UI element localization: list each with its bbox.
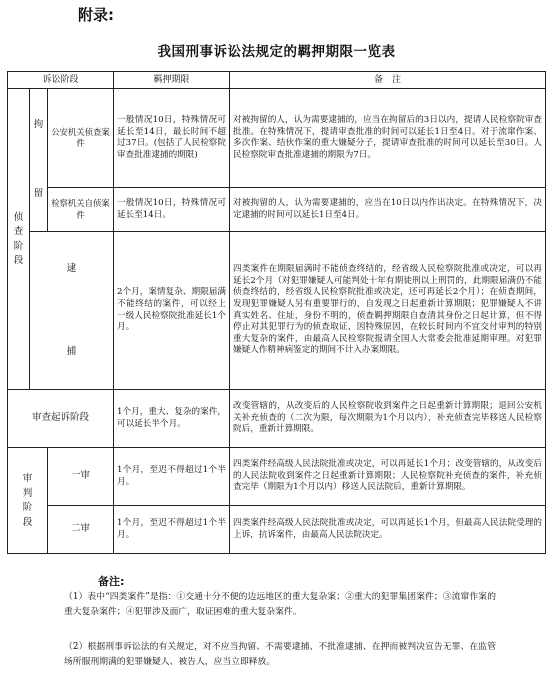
header-period: 羁押期限 (114, 72, 230, 89)
table-row (8, 188, 546, 232)
table-row (8, 506, 546, 554)
first-instance-label: 一审 (48, 448, 114, 506)
prosecution-stage-label: 审查起诉阶段 (8, 390, 114, 448)
procuratorate-case-period: 一般情况10日，特殊情况可延长至14日。 (114, 188, 230, 232)
second-instance-remarks: 四类案件经高级人民法院批准或决定，可以再延长1个月，但最高人民法院受理的上诉，抗诉案件，由最高人民法院决定。 (230, 506, 546, 554)
arrest-char: 捕 (66, 345, 77, 357)
detention-char: 留 (33, 188, 44, 200)
detention-label (30, 89, 48, 232)
first-instance-period: 1个月，至迟不得超过1个半月。 (114, 448, 230, 506)
second-instance-period: 1个月，至迟不得超过1个半月。 (114, 506, 230, 554)
police-case-period: 一般情况10日，特殊情况可延长至14日，最长时间不超过37日。(包括了人民检察院审查批准逮捕的期限) (114, 89, 230, 188)
stage-char: 阶 (22, 502, 33, 514)
arrest-period: 2个月，案情复杂、期限届满不能终结的案件，可以经上一级人民检察院批准延长1个月。 (114, 232, 230, 390)
arrest-char: 逮 (66, 262, 77, 274)
stage-char: 段 (13, 255, 24, 267)
notes-title: 备注: (98, 575, 125, 588)
stage-char: 侦 (13, 211, 24, 223)
procuratorate-case-label: 检察机关自侦案件 (48, 188, 114, 232)
note-item: （1）表中“四类案件”是指：①交通十分不便的边远地区的重大复杂案；②重大的犯罪集团案件；③流窜作案的重大复杂案件；④犯罪涉及面广，取证困难的重大复杂案件。 (64, 592, 496, 617)
table-row (8, 89, 546, 188)
stage-char: 判 (22, 487, 33, 499)
page-title: 我国刑事诉讼法规定的羁押期限一览表 (157, 44, 396, 60)
table-header-row (8, 72, 546, 89)
prosecution-period: 1个月，重大、复杂的案件，可以延长半个月。 (114, 390, 230, 448)
arrest-remarks: 四类案件在期限届满时不能侦查终结的，经省级人民检察院批准或决定，可以再延长2个月（对犯罪嫌疑人可能判处十年有期徒刑以上刑罚的，此期限届满仍不能侦查终结的，经省级人民检察院批准或决定，还可再延长2个月）；在侦查期间，发现犯罪嫌疑人另有重要罪行的，自发现之日起重新计算期限；犯罪嫌疑人不讲真实姓名、住址，身份不明的，侦查羁押期限自查清其身份之日起计算，但不得停止对其犯罪行为的侦查取证，因特殊原因，在较长时间内不宜交付审判的特别重大复杂的案件，由最高人民检察院报请全国人大常委会批准延期审理。对犯罪嫌疑人作精神病鉴定的期间不计入办案期限。 (230, 232, 546, 390)
stage-char: 审 (22, 473, 33, 485)
appendix-label: 附录: (78, 6, 114, 24)
second-instance-label: 二审 (48, 506, 114, 554)
procuratorate-case-remarks: 对被拘留的人，认为需要逮捕的，应当在10日以内作出决定。在特殊情况下，决定逮捕的时间可以延长1日至4日。 (230, 188, 546, 232)
stage-char: 查 (13, 226, 24, 238)
police-case-label: 公安机关侦查案件 (48, 89, 114, 188)
detention-char: 拘 (33, 119, 44, 131)
prosecution-remarks: 改变管辖的，从改变后的人民检察院收到案件之日起重新计算期限；退回公安机关补充侦查的（二次为限，每次期限为1个月以内），补充侦查完毕移送人民检察院后，重新计算期限。 (230, 390, 546, 448)
table-row (8, 448, 546, 506)
table-row (8, 232, 546, 390)
stage-investigation-label (8, 89, 30, 390)
note-item: （2）根据刑事诉讼法的有关规定，对不应当拘留、不需要逮捕、不批准逮捕、在押而被判决宣告无罪、在监管场所服刑期满的犯罪嫌疑人、被告人，应当立即释放。 (64, 642, 496, 667)
arrest-label (30, 232, 114, 390)
police-case-remarks: 对被拘留的人，认为需要逮捕的，应当在拘留后的3日以内，提请人民检察院审查批准。在特殊情况下，提请审查批准的时间可以延长1日至4日。对于流窜作案、多次作案、结伙作案的重大嫌疑分子，提请审查批准的时间可以延长至30日。人民检察院审查批准逮捕的期限为7日。 (230, 89, 546, 188)
detention-period-table (7, 71, 546, 554)
table-row (8, 390, 546, 448)
stage-char: 阶 (13, 240, 24, 252)
header-stage: 诉讼阶段 (8, 72, 114, 89)
first-instance-remarks: 四类案件经高级人民法院批准或决定，可以再延长1个月；改变管辖的，从改变后的人民法院收到案件之日起重新计算期限；人民检察院补充侦查的案件，补充侦查完毕（期限为1个月以内）移送人民法院后，重新计算期限。 (230, 448, 546, 506)
stage-char: 段 (22, 516, 33, 528)
header-remarks: 备 注 (230, 72, 546, 89)
trial-stage-label (8, 448, 48, 554)
